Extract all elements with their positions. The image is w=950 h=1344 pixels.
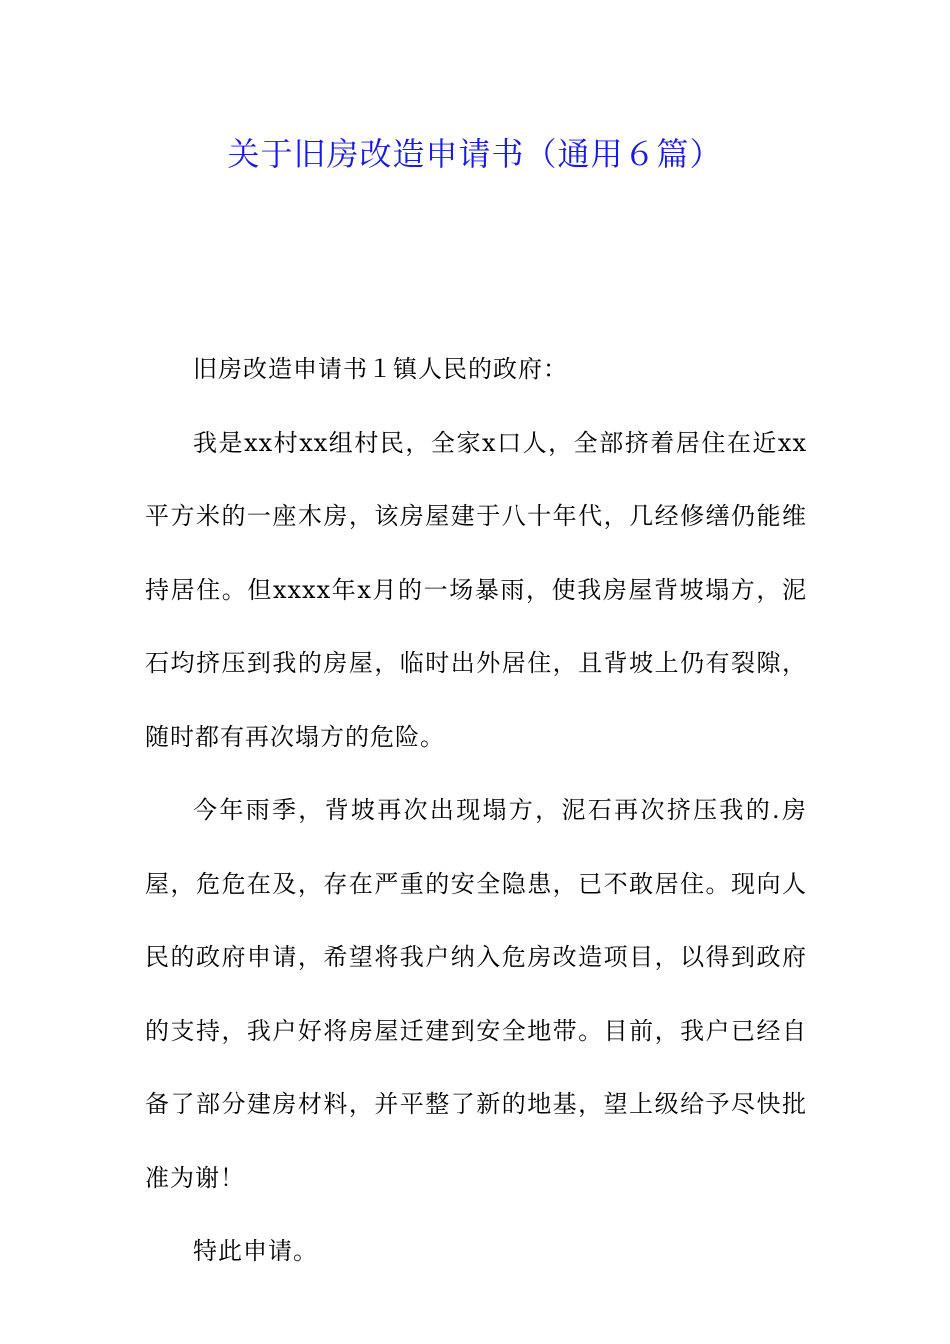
paragraph-situation: 我是xx村xx组村民，全家x口人，全部挤着居住在近xx平方米的一座木房，该房屋建于八十年代，几经修缮仍能维持居住。但xxxx年x月的一场暴雨，使我房屋背坡塌方，泥石均挤压到我的房屋，临时出外居住，且背坡上仍有裂隙，随时都有再次塌方的危险。 (145, 428, 807, 751)
document-title: 关于旧房改造申请书（通用６篇） (227, 135, 723, 173)
paragraph-request: 今年雨季，背坡再次出现塌方，泥石再次挤压我的.房屋，危危在及，存在严重的安全隐患，已不敢居住。现向人民的政府申请，希望将我户纳入危房改造项目，以得到政府的支持，我户好将房屋迁建到安全地带。目前，我户已经自备了部分建房材料，并平整了新的地基，望上级给予尽快批准为谢！ (145, 796, 807, 1192)
paragraph-salutation: 旧房改造申请书１镇人民的政府： (193, 355, 568, 383)
document-body (145, 333, 807, 1289)
paragraph-closing: 特此申请。 (193, 1237, 318, 1265)
